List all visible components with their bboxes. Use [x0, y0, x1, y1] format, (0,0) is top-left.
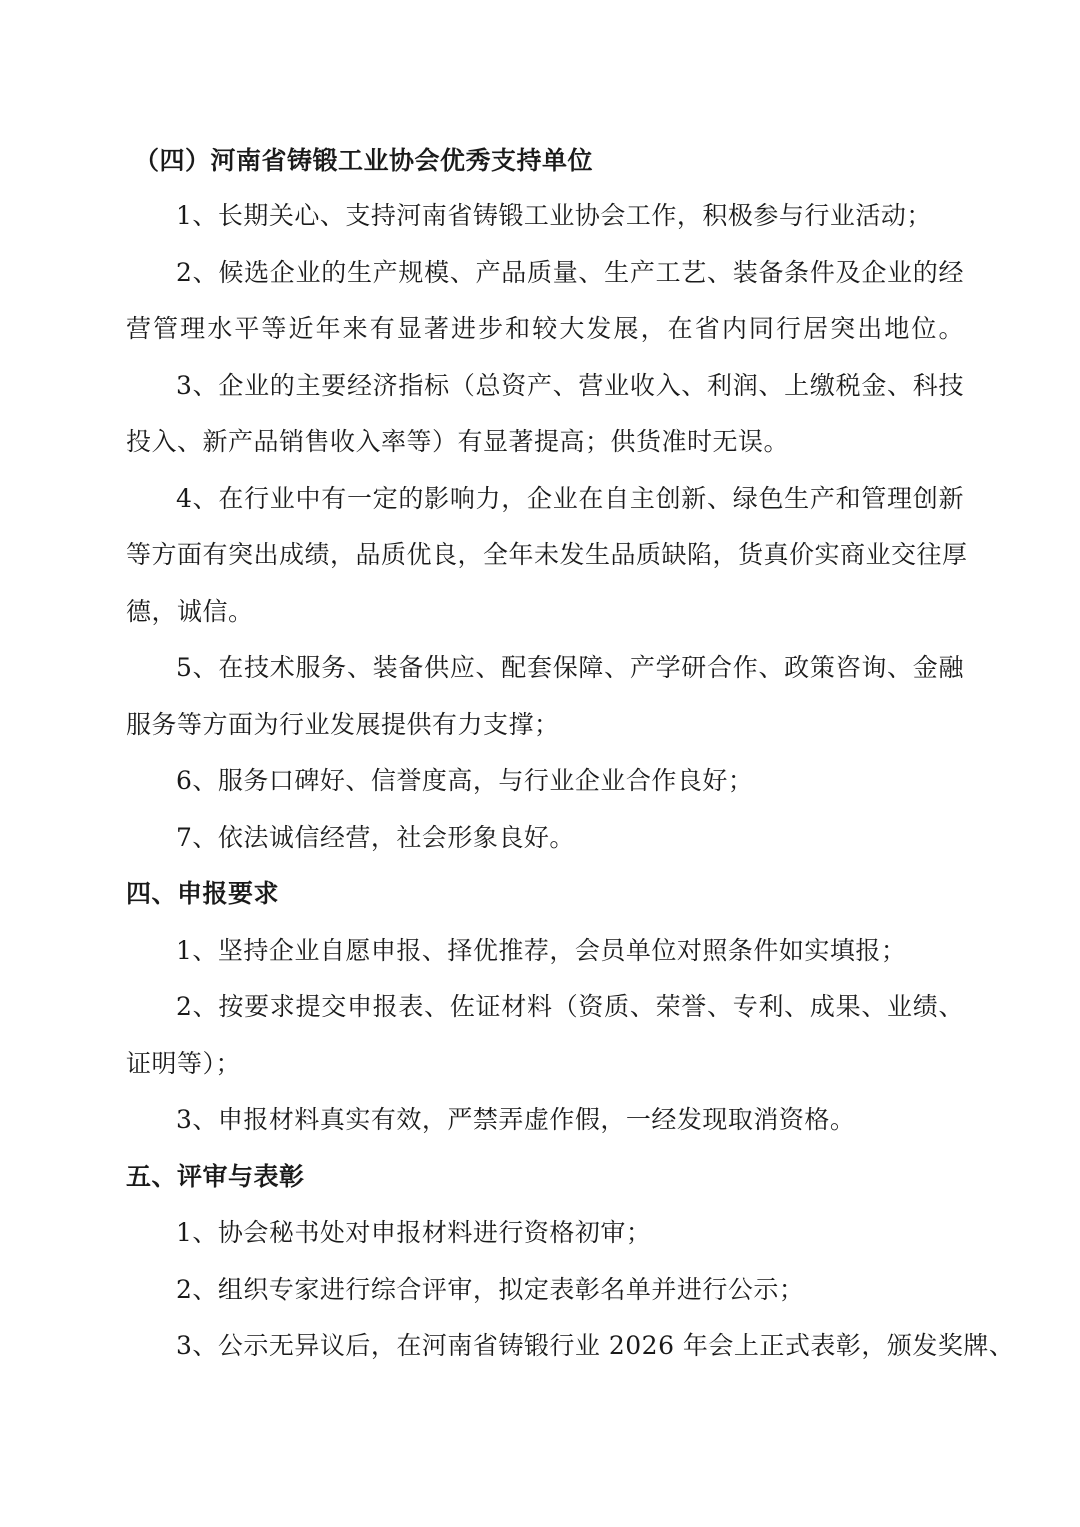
section-four-heading: 四、申报要求	[126, 879, 280, 908]
criteria-item-4-line-3: 德，诚信。	[126, 597, 254, 626]
requirement-item-3: 3、申报材料真实有效，严禁弄虚作假，一经发现取消资格。	[176, 1105, 856, 1134]
criteria-item-5-line-2: 服务等方面为行业发展提供有力支撑；	[126, 710, 560, 739]
requirement-item-2-line-2: 证明等）；	[126, 1049, 242, 1078]
criteria-item-7: 7、依法诚信经营，社会形象良好。	[176, 823, 575, 852]
criteria-item-5-line-1: 5、在技术服务、装备供应、配套保障、产学研合作、政策咨询、金融	[176, 653, 964, 682]
requirement-item-1: 1、坚持企业自愿申报、择优推荐，会员单位对照条件如实填报；	[176, 936, 907, 965]
criteria-item-3-line-2: 投入、新产品销售收入率等）有显著提高；供货准时无误。	[126, 427, 790, 456]
criteria-item-4-line-1: 4、在行业中有一定的影响力，企业在自主创新、绿色生产和管理创新	[176, 484, 964, 513]
requirement-item-2-line-1: 2、按要求提交申报表、佐证材料（资质、荣誉、专利、成果、业绩、	[176, 992, 964, 1021]
criteria-item-3-line-1: 3、企业的主要经济指标（总资产、营业收入、利润、上缴税金、科技	[176, 371, 964, 400]
criteria-item-4-line-2: 等方面有突出成绩，品质优良，全年未发生品质缺陷，货真价实商业交往厚	[126, 540, 968, 569]
criteria-item-6: 6、服务口碑好、信誉度高，与行业企业合作良好；	[176, 766, 754, 795]
review-item-1: 1、协会秘书处对申报材料进行资格初审；	[176, 1218, 652, 1247]
review-item-2: 2、组织专家进行综合评审，拟定表彰名单并进行公示；	[176, 1275, 805, 1304]
criteria-item-2-line-2: 营管理水平等近年来有显著进步和较大发展，在省内同行居突出地位。	[126, 314, 964, 343]
review-item-3: 3、公示无异议后，在河南省铸锻行业 2026 年会上正式表彰，颁发奖牌、	[176, 1331, 1015, 1360]
section-five-heading: 五、评审与表彰	[126, 1162, 305, 1191]
criteria-item-1: 1、长期关心、支持河南省铸锻工业协会工作，积极参与行业活动；	[176, 201, 932, 230]
sub-section-heading: （四）河南省铸锻工业协会优秀支持单位	[134, 146, 594, 175]
criteria-item-2-line-1: 2、候选企业的生产规模、产品质量、生产工艺、装备条件及企业的经	[176, 258, 964, 287]
